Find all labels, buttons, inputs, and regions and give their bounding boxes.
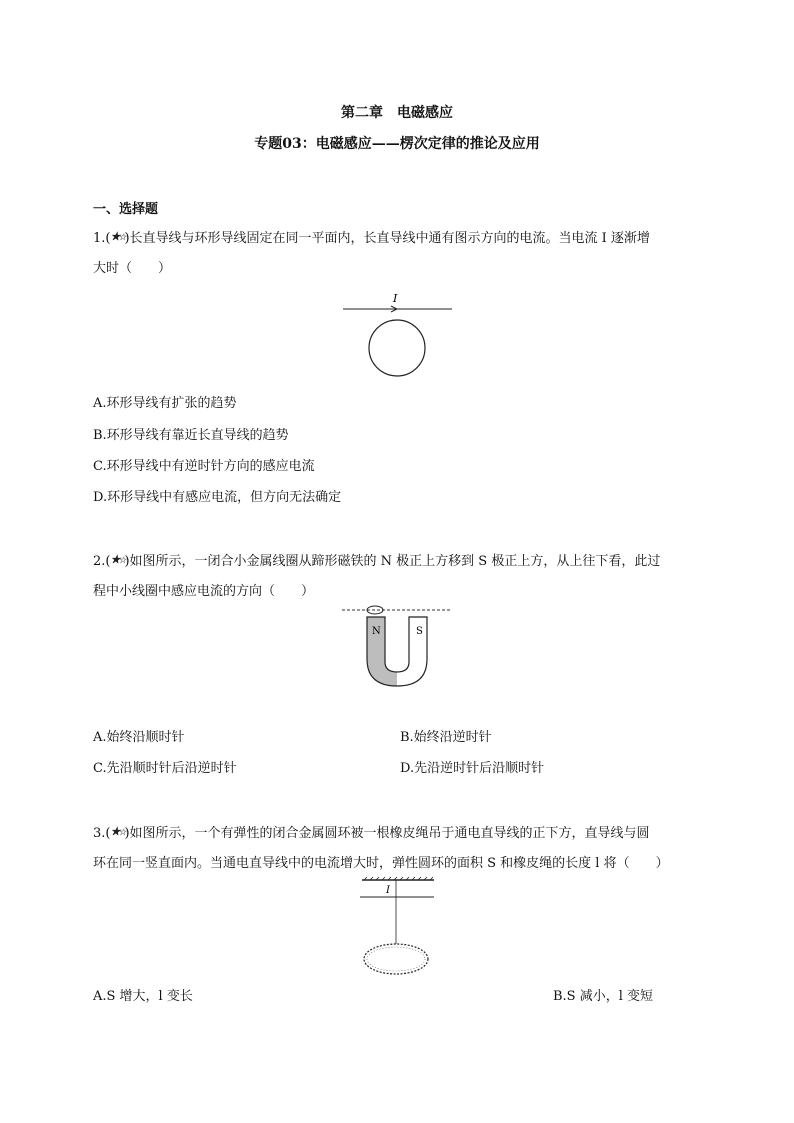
question-3-option-a: A.S 增大，l 变长	[93, 989, 193, 1004]
question-1-option-a: A.环形导线有扩张的趋势	[93, 396, 237, 411]
section-title: 一、选择题	[93, 202, 159, 217]
topic-title: 专题03：电磁感应——楞次定律的推论及应用	[254, 136, 540, 152]
figure-horseshoe-magnet	[340, 602, 455, 692]
pole-n-label: N	[372, 626, 381, 637]
question-1-option-c: C.环形导线中有逆时针方向的感应电流	[93, 459, 315, 474]
question-1-text-2: 大时（ ）	[93, 261, 172, 276]
difficulty-stars-icon: ★☆	[110, 825, 125, 838]
question-2	[93, 545, 713, 607]
difficulty-stars-icon: ★☆	[110, 553, 125, 566]
question-1-option-b: B.环形导线有靠近长直导线的趋势	[93, 428, 289, 443]
question-3-line-1: 3.(★☆)如图所示，一个有弹性的闭合金属圆环被一根橡皮绳吊于通电直导线的正下方，直导线与圆	[93, 817, 733, 849]
figure-wire-and-loop	[335, 285, 460, 380]
question-2-text-1: 如图所示，一闭合小金属线圈从蹄形磁铁的 N 极正上方移到 S 极正上方，从上往下看，此过	[129, 554, 661, 569]
elastic-ring	[364, 944, 428, 974]
question-2-option-b: B.始终沿逆时针	[400, 730, 492, 745]
question-1-number: 1.	[93, 231, 106, 246]
question-3-number: 3.	[93, 826, 106, 841]
question-3-text-2: 环在同一竖直面内。当通电直导线中的电流增大时，弹性圆环的面积 S 和橡皮绳的长度 l 将（ ）	[93, 856, 669, 871]
chapter-title: 第二章 电磁感应	[341, 105, 453, 121]
current-label: I	[393, 292, 398, 305]
question-2-number: 2.	[93, 554, 106, 569]
question-1-option-d: D.环形导线中有感应电流，但方向无法确定	[93, 490, 342, 505]
figure-hanging-ring	[350, 876, 445, 976]
question-2-option-c: C.先沿顺时针后沿逆时针	[93, 761, 237, 776]
question-2-line-1: 2.(★☆)如图所示，一闭合小金属线圈从蹄形磁铁的 N 极正上方移到 S 极正上方，从上往下看，此过	[93, 545, 713, 577]
elastic-ring-inner	[367, 947, 425, 971]
question-2-text-2: 程中小线圈中感应电流的方向（ ）	[93, 584, 315, 599]
pole-s-label: S	[416, 626, 423, 637]
question-1-text-1: 长直导线与环形导线固定在同一平面内，长直导线中通有图示方向的电流。当电流 I 逐渐增	[129, 231, 650, 246]
question-3-text-1: 如图所示，一个有弹性的闭合金属圆环被一根橡皮绳吊于通电直导线的正下方，直导线与圆	[129, 826, 650, 841]
circular-loop	[369, 320, 425, 376]
current-label: I	[386, 885, 390, 896]
question-1-line-1: 1.(★☆)长直导线与环形导线固定在同一平面内，长直导线中通有图示方向的电流。当电流 I 逐渐增	[93, 222, 713, 254]
question-2-option-d: D.先沿逆时针后沿顺时针	[400, 761, 545, 776]
question-3	[93, 817, 733, 879]
question-3-option-b: B.S 减小，l 变短	[553, 989, 654, 1004]
question-1	[93, 222, 713, 284]
question-2-option-a: A.始终沿顺时针	[93, 730, 185, 745]
difficulty-stars-icon: ★☆	[110, 230, 125, 243]
